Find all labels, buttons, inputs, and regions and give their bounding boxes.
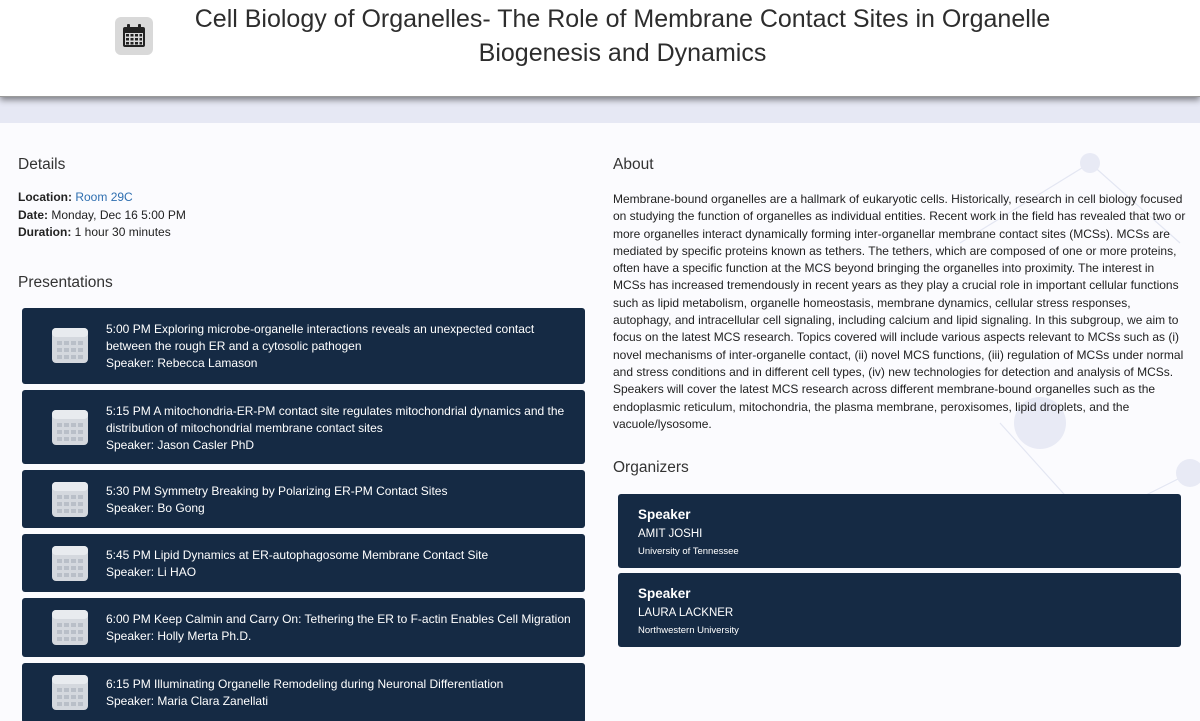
- duration-label: Duration:: [18, 225, 72, 239]
- presentation-card[interactable]: [22, 534, 585, 592]
- location-link[interactable]: Room 29C: [75, 190, 133, 204]
- page-title: Cell Biology of Organelles- The Role of Membrane Contact Sites in Organelle Biogenesis and Dynamics: [194, 5, 1051, 67]
- calendar-icon: [51, 479, 89, 524]
- presentation-speaker: Speaker: Holly Merta Ph.D.: [106, 629, 252, 643]
- calendar-icon: [115, 17, 153, 55]
- details-heading: Details: [18, 156, 66, 173]
- location-row: [18, 189, 186, 207]
- duration-value: 1 hour 30 minutes: [74, 225, 171, 239]
- calendar-icon: [51, 407, 89, 452]
- page-header: [0, 0, 1200, 97]
- presentation-card[interactable]: [22, 663, 585, 721]
- presentation-speaker: Speaker: Bo Gong: [106, 501, 205, 515]
- organizer-institution: Northwestern University: [638, 625, 739, 636]
- presentation-title: 6:15 PM Illuminating Organelle Remodeling during Neuronal Differentiation: [106, 677, 504, 691]
- organizer-name: LAURA LACKNER: [638, 607, 734, 619]
- presentation-speaker: Speaker: Rebecca Lamason: [106, 356, 258, 370]
- organizer-card[interactable]: [618, 494, 1181, 568]
- organizer-role: Speaker: [638, 586, 691, 601]
- presentation-card[interactable]: [22, 390, 585, 464]
- presentation-card[interactable]: [22, 470, 585, 528]
- presentation-title: 5:15 PM A mitochondria-ER-PM contact site regulates mitochondrial dynamics and the distribution of mitochondrial membrane contact sites: [106, 404, 565, 435]
- location-label: Location:: [18, 190, 72, 204]
- presentation-speaker: Speaker: Maria Clara Zanellati: [106, 694, 269, 708]
- presentations-heading: Presentations: [18, 274, 113, 291]
- presentation-title: 5:30 PM Symmetry Breaking by Polarizing ER-PM Contact Sites: [106, 484, 448, 498]
- date-row: [18, 207, 186, 225]
- date-value: Monday, Dec 16 5:00 PM: [51, 207, 186, 222]
- date-label: Date:: [18, 207, 49, 222]
- organizer-name: AMIT JOSHI: [638, 528, 703, 540]
- about-description: Membrane-bound organelles are a hallmark of eukaryotic cells. Historically, research in cell biology focused on studying the function of organelles as individual entities. Recent work in the field has revealed that two or more organelles interact dynamically forming inter-organellar membrane contact sites (MCSs). MCSs are mediated by specific proteins known as tethers. The tethers, which are composed of one or more proteins, often have a specific function at the MCS beyond bringing the organelles into proximity. The interest in MCSs has increased tremendously in recent years as they play a crucial role in important cellular functions such as lipid metabolism, organelle homeostasis, membrane dynamics, cellular stress responses, autophagy, and intracellular cell signaling, including calcium and lipid signaling. In this subgroup, we aim to focus on the latest MCS research. Topics covered will include various aspects relevant to MCSs such as (i) novel mechanisms of inter-organelle contact, (ii) novel MCS functions, (iii) regulation of MCSs under normal and stress conditions and in different cell types, (iv) new technologies for detection and analysis of MCSs. Speakers will cover the latest MCS research across different membrane-bound organelles such as the endoplasmic reticulum, mitochondria, the plasma membrane, peroxisomes, lipid droplets, and the vacuole/lysosome.: [613, 192, 1186, 431]
- calendar-icon: [51, 672, 89, 717]
- presentation-card[interactable]: [22, 598, 585, 657]
- organizer-role: Speaker: [638, 507, 691, 522]
- presentation-title: 6:00 PM Keep Calmin and Carry On: Tethering the ER to F-actin Enables Cell Migration: [106, 612, 571, 626]
- header-background-band: [0, 97, 1200, 123]
- organizers-list: [618, 494, 1181, 652]
- about-heading: About: [613, 156, 654, 173]
- presentations-list: [22, 308, 585, 721]
- presentation-speaker: Speaker: Li HAO: [106, 565, 197, 579]
- calendar-icon: [51, 325, 89, 370]
- organizer-institution: University of Tennessee: [638, 546, 739, 557]
- presentation-card[interactable]: [22, 308, 585, 384]
- details-block: [18, 189, 186, 242]
- calendar-icon: [51, 543, 89, 588]
- presentation-speaker: Speaker: Jason Casler PhD: [106, 438, 255, 452]
- presentation-title: 5:45 PM Lipid Dynamics at ER-autophagosome Membrane Contact Site: [106, 548, 489, 562]
- duration-row: [18, 224, 186, 242]
- organizer-card[interactable]: [618, 573, 1181, 647]
- main-content: [0, 123, 1200, 721]
- presentation-title: 5:00 PM Exploring microbe-organelle interactions reveals an unexpected contact between the rough ER and a cytosolic pathogen: [106, 322, 535, 353]
- calendar-icon: [51, 607, 89, 652]
- organizers-heading: Organizers: [613, 459, 689, 476]
